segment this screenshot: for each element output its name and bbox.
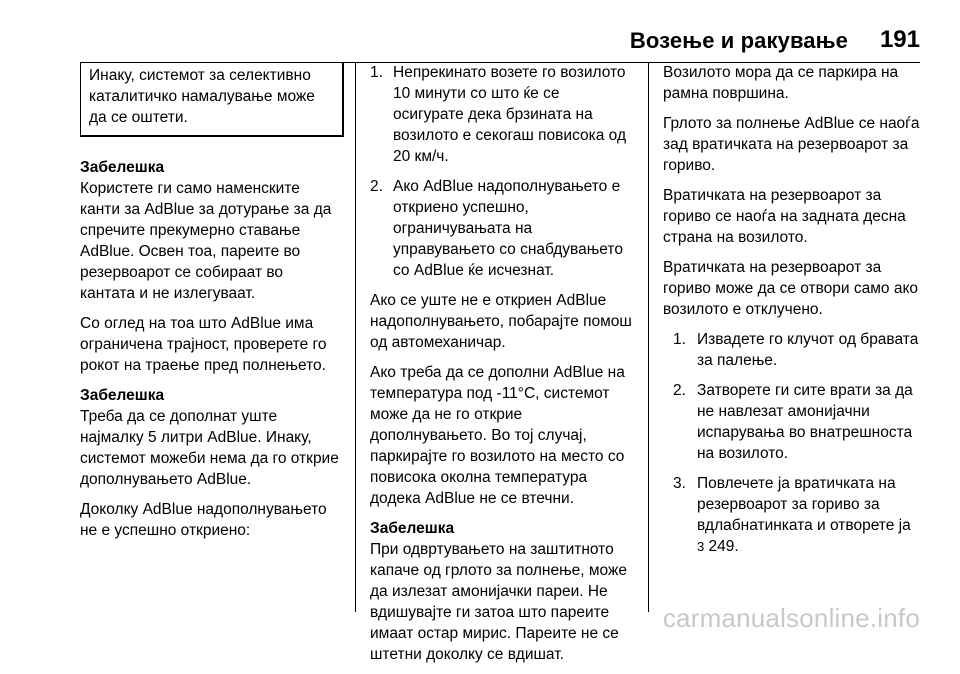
paragraph: Вратичката на резервоарот за гориво може да се отвори само ако возилото е отклучено.: [663, 259, 919, 318]
page-header: [0, 20, 960, 60]
warning-box: [80, 62, 344, 137]
paragraph: Ако се уште не е откриен AdBlue надополнувањето, побарајте помош од автомеханичар.: [370, 292, 632, 351]
column-right: [663, 62, 933, 566]
warning-text: Инаку, системот за селективно каталитичко намалување може да се оштети.: [89, 67, 315, 126]
column-middle: [370, 62, 634, 674]
note-heading: Забелешка: [370, 520, 455, 537]
steps-list: [370, 62, 634, 281]
note-text: Користете ги само наменските канти за AdBlue за дотурање за да спречите прекумерно ставање AdBlue. Освен тоа, пареите во резервоарот се собираат во кантата и не излегуваат.: [80, 180, 332, 302]
step-text: Затворете ги сите врати за да не навлезат амонијачни испарувања во внатрешноста на возилото.: [697, 382, 913, 462]
step-number: 2.: [370, 178, 383, 195]
paragraph: Доколку AdBlue надополнувањето не е успешно откриено:: [80, 501, 327, 539]
list-item: [663, 380, 933, 464]
note-block: [80, 385, 342, 490]
step-text: Повлечете ја вратичката на резервоарот за гориво за вдлабнатинката и отворете ја: [697, 475, 911, 534]
watermark: carmanualsonline.info: [662, 603, 920, 633]
page-number: 191: [879, 26, 920, 53]
note-text: При одвртувањето на заштитното капаче од грлото за полнење, може да излезат амонијачки пареи. Не вдишувајте ги затоа што пареите имаат остар мирис. Пареите не се штетни доколку се вдишат.: [370, 541, 627, 663]
step-number: 3.: [673, 475, 686, 492]
paragraph: Грлото за полнење AdBlue се наоѓа зад вратичката на резервоарот за гориво.: [663, 115, 920, 174]
section-title: Возење и ракување: [629, 28, 848, 53]
column-left: [80, 62, 342, 550]
note-block: [370, 518, 634, 665]
steps-list: [663, 329, 933, 557]
note-block: [80, 157, 342, 304]
step-text: Ако AdBlue надополнувањето е откриено успешно, ограничувањата на управувањето со снабдувањето со AdBlue ќе исчезнат.: [393, 178, 623, 279]
note-text: Треба да се дополнат уште најмалку 5 литри AdBlue. Инаку, системот можеби нема да го открие дополнувањето AdBlue.: [80, 408, 339, 488]
page-reference-link[interactable]: 249.: [708, 538, 739, 555]
step-number: 2.: [673, 382, 686, 399]
step-text: Непрекинато возете го возилото 10 минути со што ќе се осигурате дека брзината на возилото е секогаш повисока од 20 км/ч.: [393, 64, 626, 165]
list-item: [370, 62, 634, 167]
paragraph: Ако треба да се дополни AdBlue на температура под -11°C, системот може да не го открие дополнувањето. Во тој случај, паркирајте го возилото на место со повисока околна температура додека AdBlue не се втечни.: [370, 364, 625, 507]
page-reference-arrow-icon: 3: [697, 539, 705, 554]
step-text: Извадете го клучот од бравата за палење.: [697, 331, 919, 369]
step-number: 1.: [673, 331, 686, 348]
list-item: [663, 473, 933, 557]
list-item: [663, 329, 933, 371]
column-divider: [355, 62, 356, 612]
list-item: [370, 176, 634, 281]
column-divider: [648, 62, 649, 612]
note-heading: Забелешка: [80, 159, 165, 176]
paragraph: Возилото мора да се паркира на рамна површина.: [663, 64, 899, 102]
paragraph: Вратичката на резервоарот за гориво се наоѓа на задната десна страна на возилото.: [663, 187, 906, 246]
step-number: 1.: [370, 64, 383, 81]
note-heading: Забелешка: [80, 387, 165, 404]
paragraph: Со оглед на тоа што AdBlue има ограничена трајност, проверете го рокот на траење пред полнењето.: [80, 315, 327, 374]
